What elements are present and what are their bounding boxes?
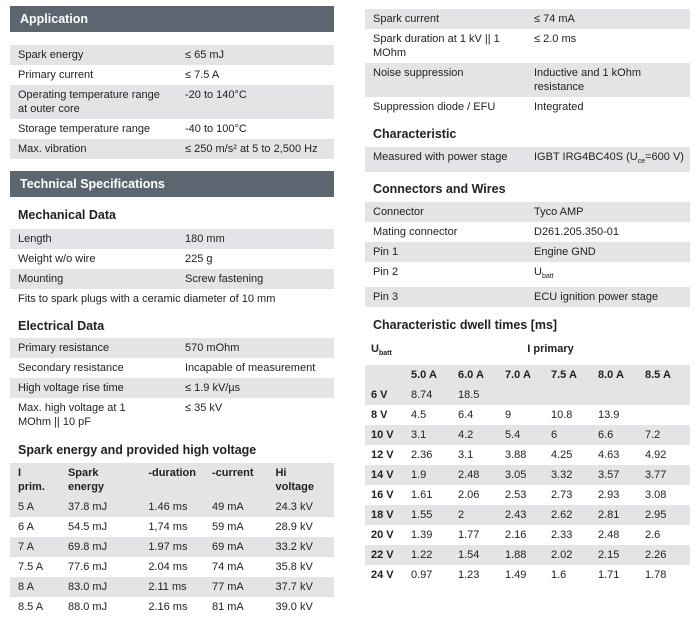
row-label: Secondary resistance <box>10 358 177 378</box>
row-label: Pin 3 <box>365 287 526 307</box>
table-row <box>10 269 334 289</box>
cell: 2.16 ms <box>140 597 204 617</box>
table-row <box>10 358 334 378</box>
cell: 77.6 mJ <box>60 557 140 577</box>
table-row <box>10 229 334 249</box>
table-row <box>10 517 334 537</box>
column-header: 6.0 A <box>452 365 499 385</box>
table-row <box>10 577 334 597</box>
cell: 1.97 ms <box>140 537 204 557</box>
table-row <box>10 65 334 85</box>
row-label: Spark current <box>365 9 526 29</box>
application-table <box>10 45 334 159</box>
cell: 2.48 <box>592 525 639 545</box>
table-row <box>10 398 334 432</box>
row-label: 22 V <box>365 545 405 565</box>
table-row <box>10 119 334 139</box>
table-row <box>10 85 334 119</box>
cell <box>639 385 690 405</box>
cell: 4.92 <box>639 445 690 465</box>
cell <box>499 385 545 405</box>
cell: 3.57 <box>592 465 639 485</box>
cell: 1.46 ms <box>140 497 204 517</box>
row-label: Noise suppression <box>365 63 526 97</box>
column-header: 5.0 A <box>405 365 452 385</box>
cell: 81 mA <box>204 597 268 617</box>
value-tail: =600 V) <box>645 151 684 163</box>
ubatt-sub: batt <box>378 350 392 358</box>
table-row <box>10 139 334 159</box>
cell: 8.74 <box>405 385 452 405</box>
cell: 88.0 mJ <box>60 597 140 617</box>
cell: 6.6 <box>592 425 639 445</box>
table-header-row <box>365 339 690 364</box>
cell: 7.5 A <box>10 557 60 577</box>
cell: 33.2 kV <box>267 537 334 557</box>
row-label: 16 V <box>365 485 405 505</box>
table-header-row <box>365 365 690 385</box>
row-label: 8 V <box>365 405 405 425</box>
cell: 49 mA <box>204 497 268 517</box>
cell: 1.22 <box>405 545 452 565</box>
cell: 4.5 <box>405 405 452 425</box>
row-value: Tyco AMP <box>526 202 690 222</box>
right-top-table <box>365 9 690 117</box>
cell: 2.33 <box>545 525 592 545</box>
row-value: Engine GND <box>526 242 690 262</box>
cell: 2.93 <box>592 485 639 505</box>
row-value: ECU ignition power stage <box>526 287 690 307</box>
connectors-table <box>365 202 690 307</box>
row-value: ≤ 74 mA <box>526 9 690 29</box>
row-label: Primary current <box>10 65 177 85</box>
table-row <box>10 289 334 309</box>
cell: 1.9 <box>405 465 452 485</box>
row-value: ≤ 7.5 A <box>177 65 334 85</box>
table-row <box>10 537 334 557</box>
left-column <box>10 0 334 617</box>
row-label: Weight w/o wire <box>10 249 177 269</box>
cell: 2.06 <box>452 485 499 505</box>
row-value: Incapable of measurement <box>177 358 334 378</box>
table-row <box>365 63 690 97</box>
cell: 2.6 <box>639 525 690 545</box>
cell: 69.8 mJ <box>60 537 140 557</box>
row-label: 12 V <box>365 445 405 465</box>
column-header: I prim. <box>10 463 60 497</box>
row-label: Primary resistance <box>10 338 177 358</box>
row-label: 20 V <box>365 525 405 545</box>
row-label: Connector <box>365 202 526 222</box>
column-header: 7.0 A <box>499 365 545 385</box>
cell: 35.8 kV <box>267 557 334 577</box>
cell: 83.0 mJ <box>60 577 140 597</box>
row-label: High voltage rise time <box>10 378 177 398</box>
cell: 2.48 <box>452 465 499 485</box>
dwell-table <box>365 339 690 584</box>
row-label: Suppression diode / EFU <box>365 97 526 117</box>
column-header: -current <box>204 463 268 497</box>
table-row <box>365 287 690 307</box>
ubatt-header <box>365 339 405 364</box>
table-row <box>365 405 690 425</box>
cell: 6.4 <box>452 405 499 425</box>
row-label: Measured with power stage <box>365 147 526 172</box>
table-row <box>10 45 334 65</box>
cell: 2.04 ms <box>140 557 204 577</box>
cell: 1.39 <box>405 525 452 545</box>
row-label: Max. high voltage at 1 MOhm || 10 pF <box>10 398 177 432</box>
table-row <box>365 222 690 242</box>
cell: 4.25 <box>545 445 592 465</box>
row-value: 225 g <box>177 249 334 269</box>
row-label: Pin 2 <box>365 262 526 287</box>
characteristic-table <box>365 147 690 172</box>
table-row <box>10 249 334 269</box>
row-label: Length <box>10 229 177 249</box>
cell: 59 mA <box>204 517 268 537</box>
cell: 13.9 <box>592 405 639 425</box>
cell: 37.7 kV <box>267 577 334 597</box>
cell: 0.97 <box>405 565 452 585</box>
table-row <box>365 465 690 485</box>
cell: 2.95 <box>639 505 690 525</box>
cell: 28.9 kV <box>267 517 334 537</box>
electrical-title: Electrical Data <box>18 319 105 333</box>
cell: 1.49 <box>499 565 545 585</box>
row-value: ≤ 65 mJ <box>177 45 334 65</box>
cell: 2.16 <box>499 525 545 545</box>
row-value: 570 mOhm <box>177 338 334 358</box>
cell: 1,74 ms <box>140 517 204 537</box>
row-label: Max. vibration <box>10 139 177 159</box>
cell: 8 A <box>10 577 60 597</box>
column-header: Spark energy <box>60 463 140 497</box>
connectors-title: Connectors and Wires <box>373 182 506 197</box>
table-row <box>10 557 334 577</box>
cell: 2 <box>452 505 499 525</box>
cell: 5.4 <box>499 425 545 445</box>
cell: 3.77 <box>639 465 690 485</box>
row-value: -20 to 140°C <box>177 85 334 119</box>
cell: 37.8 mJ <box>60 497 140 517</box>
row-value: Inductive and 1 kOhm resistance <box>526 63 690 97</box>
row-value: 180 mm <box>177 229 334 249</box>
cell: 24.3 kV <box>267 497 334 517</box>
table-row <box>365 262 690 287</box>
column-header: Hi voltage <box>267 463 334 497</box>
cell: 2.02 <box>545 545 592 565</box>
row-value <box>526 262 690 287</box>
cell: 3.1 <box>452 445 499 465</box>
row-value: -40 to 100°C <box>177 119 334 139</box>
cell: 9 <box>499 405 545 425</box>
empty-header <box>365 365 405 385</box>
table-row <box>365 97 690 117</box>
value-sub: batt <box>541 273 554 281</box>
row-label: 14 V <box>365 465 405 485</box>
cell: 2.43 <box>499 505 545 525</box>
table-row <box>10 497 334 517</box>
cell: 2.15 <box>592 545 639 565</box>
cell: 5 A <box>10 497 60 517</box>
column-header: 8.5 A <box>639 365 690 385</box>
column-header: 8.0 A <box>592 365 639 385</box>
row-value: Integrated <box>526 97 690 117</box>
column-header: 7.5 A <box>545 365 592 385</box>
cell: 2.36 <box>405 445 452 465</box>
table-row <box>365 545 690 565</box>
row-value: ≤ 2.0 ms <box>526 29 690 63</box>
row-label: 18 V <box>365 505 405 525</box>
row-label: Pin 1 <box>365 242 526 262</box>
row-label: Mating connector <box>365 222 526 242</box>
table-row <box>365 425 690 445</box>
cell: 1.78 <box>639 565 690 585</box>
cell: 3.08 <box>639 485 690 505</box>
mechanical-title: Mechanical Data <box>18 208 116 222</box>
spark-table-title: Spark energy and provided high voltage <box>18 443 257 457</box>
table-row <box>365 202 690 222</box>
cell: 10.8 <box>545 405 592 425</box>
table-row <box>365 505 690 525</box>
ubatt-text: U <box>371 343 379 356</box>
table-header-row <box>10 463 334 497</box>
row-label: Spark duration at 1 kV || 1 MOhm <box>365 29 526 63</box>
row-label: 10 V <box>365 425 405 445</box>
right-column <box>365 0 690 585</box>
technical-header: Technical Specifications <box>10 171 334 197</box>
row-value: D261.205.350-01 <box>526 222 690 242</box>
cell: 2.73 <box>545 485 592 505</box>
table-row <box>10 378 334 398</box>
cell: 3.88 <box>499 445 545 465</box>
value-text: U <box>534 266 542 279</box>
cell: 8.5 A <box>10 597 60 617</box>
column-header: -duration <box>140 463 204 497</box>
table-row <box>365 147 690 172</box>
mechanical-note: Fits to spark plugs with a ceramic diameter of 10 mm <box>10 289 334 309</box>
electrical-table <box>10 338 334 432</box>
row-value: Screw fastening <box>177 269 334 289</box>
row-label: Mounting <box>10 269 177 289</box>
cell: 1.77 <box>452 525 499 545</box>
table-row <box>365 385 690 405</box>
iprimary-header: I primary <box>405 339 690 364</box>
table-row <box>365 242 690 262</box>
table-row <box>365 565 690 585</box>
cell <box>639 405 690 425</box>
cell: 3.32 <box>545 465 592 485</box>
table-row <box>10 338 334 358</box>
cell: 2.11 ms <box>140 577 204 597</box>
cell: 18.5 <box>452 385 499 405</box>
mechanical-table <box>10 229 334 309</box>
cell: 2.53 <box>499 485 545 505</box>
row-label: Operating temperature range at outer core <box>10 85 177 119</box>
row-value: ≤ 250 m/s² at 5 to 2,500 Hz <box>177 139 334 159</box>
cell <box>545 385 592 405</box>
row-label: 24 V <box>365 565 405 585</box>
cell <box>592 385 639 405</box>
cell: 39.0 kV <box>267 597 334 617</box>
table-row <box>365 29 690 63</box>
cell: 77 mA <box>204 577 268 597</box>
value-sub: ce <box>637 158 646 166</box>
spark-table <box>10 463 334 617</box>
cell: 4.63 <box>592 445 639 465</box>
table-row <box>365 525 690 545</box>
cell: 1.6 <box>545 565 592 585</box>
cell: 1.88 <box>499 545 545 565</box>
cell: 74 mA <box>204 557 268 577</box>
row-value <box>526 147 690 172</box>
cell: 3.05 <box>499 465 545 485</box>
cell: 2.62 <box>545 505 592 525</box>
row-label: Spark energy <box>10 45 177 65</box>
cell: 7.2 <box>639 425 690 445</box>
cell: 1.55 <box>405 505 452 525</box>
cell: 6 <box>545 425 592 445</box>
value-text: IGBT IRG4BC40S (U <box>534 151 638 163</box>
cell: 1.71 <box>592 565 639 585</box>
row-value: ≤ 1.9 kV/µs <box>177 378 334 398</box>
cell: 1.54 <box>452 545 499 565</box>
row-value: ≤ 35 kV <box>177 398 334 432</box>
row-label: Storage temperature range <box>10 119 177 139</box>
cell: 69 mA <box>204 537 268 557</box>
table-row <box>365 485 690 505</box>
application-header: Application <box>10 6 334 32</box>
cell: 3.1 <box>405 425 452 445</box>
cell: 54.5 mJ <box>60 517 140 537</box>
cell: 6 A <box>10 517 60 537</box>
dwell-title: Characteristic dwell times [ms] <box>373 318 558 333</box>
table-row <box>365 9 690 29</box>
cell: 2.26 <box>639 545 690 565</box>
cell: 7 A <box>10 537 60 557</box>
row-label: 6 V <box>365 385 405 405</box>
table-row <box>365 445 690 465</box>
cell: 1.61 <box>405 485 452 505</box>
cell: 4.2 <box>452 425 499 445</box>
cell: 1.23 <box>452 565 499 585</box>
cell: 2.81 <box>592 505 639 525</box>
characteristic-title: Characteristic <box>373 127 457 141</box>
table-row <box>10 597 334 617</box>
